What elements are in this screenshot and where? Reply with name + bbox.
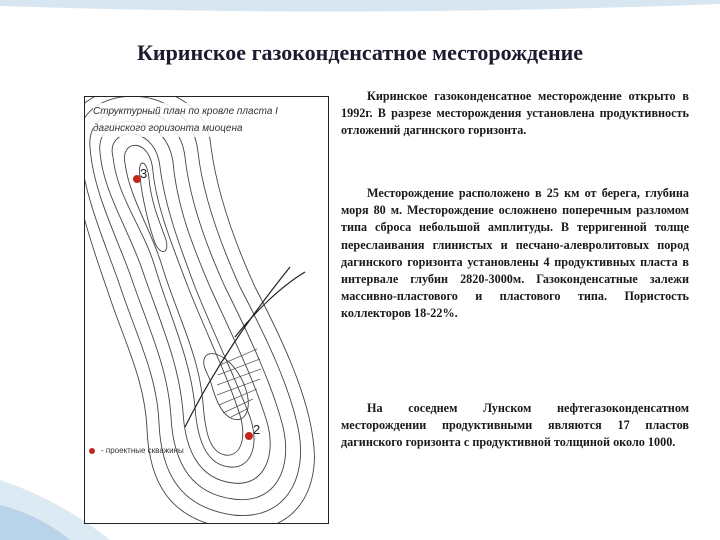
well-label: 3 bbox=[140, 166, 148, 181]
contour-map bbox=[85, 97, 328, 523]
paragraph: Киринское газоконденсатное месторождение открыто в 1992г. В разрезе месторождения установлена продуктивность отложений дагинского горизонта. bbox=[341, 89, 689, 138]
paragraph: Месторождение расположено в 25 км от берега, глубина моря 80 м. Месторождение осложнено поперечным разломом типа сброса небольшой амплитуды. В терригенной толще переслаивания глинистых и песчано-алевролитовых пород дагинского горизонта установлены 4 продуктивных пласта в интервале глубин 2820-3000м. Газоконденсатные залежи массивно-пластового и пластового типа. Пористость коллекторов 18-22%. bbox=[341, 186, 689, 321]
contour-line bbox=[204, 354, 249, 420]
map-caption: Структурный план по кровле пласта I дагинского горизонта миоцена bbox=[93, 103, 319, 137]
structural-map bbox=[84, 96, 329, 524]
paragraph: На соседнем Лунском нефтегазоконденсатном месторождении продуктивными являются 17 пластов дагинского горизонта с продуктивной толщиной около 1000. bbox=[341, 401, 689, 450]
well-marker bbox=[245, 432, 253, 440]
contour-line bbox=[85, 97, 314, 523]
top-decoration bbox=[0, 0, 720, 20]
slide-title: Киринское газоконденсатное месторождение bbox=[136, 40, 584, 65]
well-label: 2 bbox=[253, 422, 261, 437]
map-legend bbox=[91, 446, 184, 455]
legend-text: - проектные скважины bbox=[101, 446, 184, 455]
